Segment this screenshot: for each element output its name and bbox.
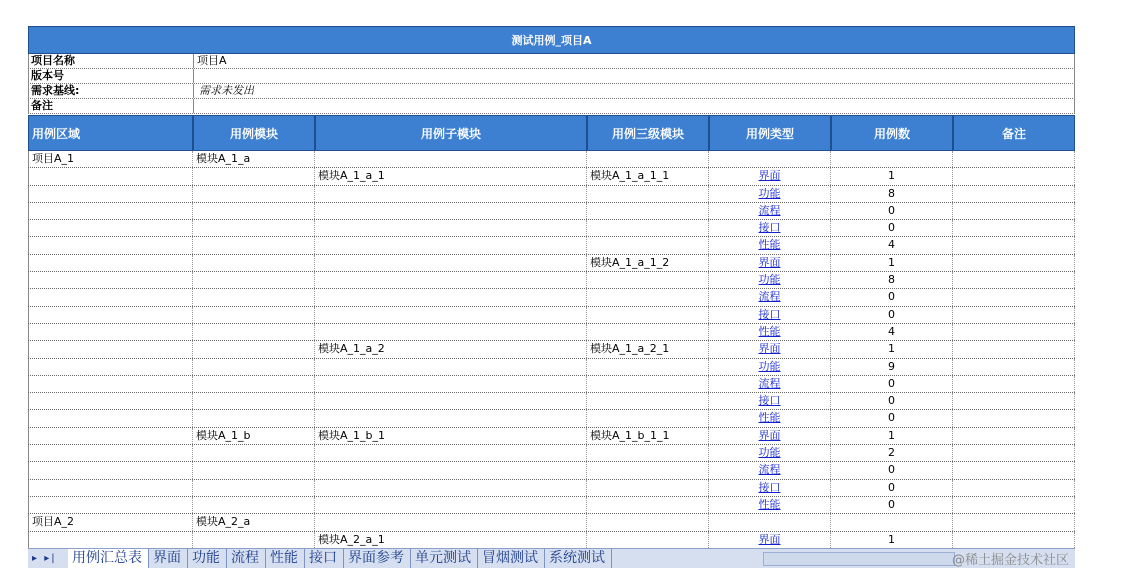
table-cell[interactable]: 4 (831, 324, 953, 340)
table-cell[interactable]: 模块A_1_b (193, 428, 315, 444)
table-cell[interactable] (315, 359, 587, 375)
table-cell[interactable] (315, 237, 587, 253)
table-cell[interactable] (315, 289, 587, 305)
table-cell[interactable] (587, 376, 709, 392)
table-cell[interactable] (953, 289, 1075, 305)
table-cell[interactable] (709, 307, 831, 323)
table-cell[interactable] (315, 480, 587, 496)
table-cell[interactable] (315, 255, 587, 271)
table-cell[interactable] (953, 341, 1075, 357)
table-cell[interactable] (587, 289, 709, 305)
table-row (28, 151, 1075, 168)
column-header[interactable]: 用例三级模块 (587, 115, 709, 151)
sheet-tabs (68, 549, 612, 568)
table-cell[interactable] (587, 220, 709, 236)
table-cell[interactable]: 0 (831, 307, 953, 323)
data-grid (28, 151, 1075, 549)
table-cell[interactable] (953, 324, 1075, 340)
table-cell[interactable] (28, 462, 193, 478)
case-type-link[interactable]: 界面 (758, 532, 781, 546)
table-cell[interactable] (953, 237, 1075, 253)
table-cell[interactable] (953, 168, 1075, 184)
table-cell[interactable]: 2 (831, 445, 953, 461)
table-row (28, 289, 1075, 306)
table-cell[interactable] (193, 410, 315, 426)
column-header[interactable]: 用例类型 (709, 115, 831, 151)
table-cell[interactable]: 模块A_1_a_1_2 (587, 255, 709, 271)
info-label: 需求基线: (29, 84, 194, 98)
table-cell[interactable] (193, 462, 315, 478)
table-cell[interactable] (709, 480, 831, 496)
table-cell[interactable] (953, 428, 1075, 444)
table-cell[interactable] (709, 203, 831, 219)
info-row (28, 54, 1075, 69)
info-value[interactable] (194, 99, 197, 113)
table-cell[interactable] (709, 462, 831, 478)
table-cell[interactable] (315, 186, 587, 202)
table-cell[interactable] (193, 168, 315, 184)
table-cell[interactable] (709, 393, 831, 409)
sheet-tab[interactable]: 界面参考 (344, 549, 411, 568)
table-cell[interactable] (315, 376, 587, 392)
table-row (28, 532, 1075, 549)
table-cell[interactable] (709, 186, 831, 202)
table-cell[interactable] (587, 410, 709, 426)
table-cell[interactable] (315, 410, 587, 426)
table-cell[interactable] (28, 410, 193, 426)
case-type-link[interactable]: 性能 (758, 238, 781, 252)
table-cell[interactable]: 9 (831, 359, 953, 375)
spreadsheet (28, 26, 1075, 549)
table-row (28, 445, 1075, 462)
table-cell[interactable] (587, 514, 709, 530)
table-cell[interactable]: 模块A_1_a_2 (315, 341, 587, 357)
table-cell[interactable] (28, 376, 193, 392)
table-cell[interactable] (953, 480, 1075, 496)
table-cell[interactable]: 模块A_1_a_1 (315, 168, 587, 184)
table-cell[interactable] (193, 220, 315, 236)
table-cell[interactable]: 1 (831, 428, 953, 444)
table-cell[interactable] (709, 151, 831, 167)
table-cell[interactable] (587, 272, 709, 288)
table-cell[interactable]: 模块A_1_a_2_1 (587, 341, 709, 357)
table-cell[interactable] (831, 514, 953, 530)
info-value[interactable] (194, 69, 197, 83)
table-cell[interactable]: 模块A_1_b_1 (315, 428, 587, 444)
table-cell[interactable] (193, 445, 315, 461)
watermark: @稀土掘金技术社区 (951, 553, 1069, 568)
table-cell[interactable] (587, 393, 709, 409)
table-row (28, 186, 1075, 203)
case-type-link[interactable]: 流程 (758, 290, 781, 304)
table-cell[interactable]: 8 (831, 272, 953, 288)
table-cell[interactable] (28, 168, 193, 184)
table-cell[interactable] (193, 307, 315, 323)
case-type-link[interactable]: 界面 (758, 342, 781, 356)
table-cell[interactable] (709, 514, 831, 530)
table-cell[interactable] (28, 341, 193, 357)
table-cell[interactable] (953, 203, 1075, 219)
table-cell[interactable] (953, 220, 1075, 236)
table-cell[interactable] (953, 255, 1075, 271)
tab-nav-arrows-icon[interactable]: ▸ ▸| (32, 553, 57, 564)
table-cell[interactable] (193, 324, 315, 340)
table-cell[interactable] (193, 186, 315, 202)
column-header[interactable]: 用例数 (831, 115, 953, 151)
sheet-tab[interactable]: 功能 (188, 549, 227, 568)
sheet-tab[interactable]: 流程 (227, 549, 266, 568)
table-row (28, 480, 1075, 497)
table-cell[interactable]: 0 (831, 376, 953, 392)
table-cell[interactable] (28, 255, 193, 271)
table-cell[interactable] (315, 393, 587, 409)
table-cell[interactable]: 1 (831, 168, 953, 184)
table-cell[interactable] (28, 186, 193, 202)
table-cell[interactable] (709, 341, 831, 357)
case-type-link[interactable]: 性能 (758, 324, 781, 338)
sheet-tab[interactable]: 单元测试 (411, 549, 478, 568)
table-row (28, 393, 1075, 410)
column-header[interactable]: 备注 (953, 115, 1075, 151)
table-cell[interactable] (193, 341, 315, 357)
table-cell[interactable] (315, 324, 587, 340)
sheet-tab-bar (28, 548, 1075, 568)
table-cell[interactable] (193, 255, 315, 271)
case-type-link[interactable]: 接口 (758, 221, 781, 235)
case-type-link[interactable]: 功能 (758, 446, 781, 460)
table-cell[interactable] (193, 497, 315, 513)
table-cell[interactable]: 0 (831, 203, 953, 219)
info-label: 版本号 (29, 69, 194, 83)
case-type-link[interactable]: 流程 (758, 203, 781, 217)
info-label: 备注 (29, 99, 194, 113)
table-cell[interactable]: 0 (831, 462, 953, 478)
table-cell[interactable]: 4 (831, 237, 953, 253)
table-cell[interactable]: 0 (831, 289, 953, 305)
table-cell[interactable] (953, 514, 1075, 530)
table-cell[interactable]: 项目A_2 (28, 514, 193, 530)
table-cell[interactable] (709, 428, 831, 444)
case-type-link[interactable]: 接口 (758, 480, 781, 494)
table-cell[interactable] (28, 532, 193, 548)
table-cell[interactable] (587, 462, 709, 478)
table-row (28, 497, 1075, 514)
table-cell[interactable] (709, 255, 831, 271)
table-cell[interactable] (953, 359, 1075, 375)
table-cell[interactable] (28, 480, 193, 496)
info-block (28, 54, 1075, 114)
table-cell[interactable] (28, 203, 193, 219)
case-type-link[interactable]: 功能 (758, 273, 781, 287)
table-cell[interactable] (709, 220, 831, 236)
table-cell[interactable] (709, 237, 831, 253)
table-cell[interactable] (315, 220, 587, 236)
table-cell[interactable] (587, 186, 709, 202)
case-type-link[interactable]: 界面 (758, 169, 781, 183)
case-type-link[interactable]: 界面 (758, 428, 781, 442)
table-cell[interactable] (587, 203, 709, 219)
table-cell[interactable] (953, 462, 1075, 478)
info-value[interactable]: 项目A (197, 54, 227, 67)
table-cell[interactable] (315, 445, 587, 461)
table-cell[interactable] (28, 272, 193, 288)
table-cell[interactable] (193, 480, 315, 496)
table-cell[interactable] (831, 151, 953, 167)
table-cell[interactable] (315, 272, 587, 288)
table-cell[interactable]: 0 (831, 497, 953, 513)
table-cell[interactable] (587, 532, 709, 548)
table-cell[interactable]: 项目A_1 (28, 151, 193, 167)
table-cell[interactable]: 模块A_2_a (193, 514, 315, 530)
table-row (28, 324, 1075, 341)
table-cell[interactable] (709, 168, 831, 184)
table-row (28, 359, 1075, 376)
info-row (28, 69, 1075, 84)
table-cell[interactable]: 1 (831, 255, 953, 271)
table-cell[interactable] (315, 514, 587, 530)
table-cell[interactable] (587, 445, 709, 461)
table-cell[interactable] (28, 428, 193, 444)
table-cell[interactable] (709, 272, 831, 288)
table-cell[interactable] (193, 237, 315, 253)
table-cell[interactable]: 8 (831, 186, 953, 202)
table-cell[interactable] (315, 203, 587, 219)
table-cell[interactable] (315, 307, 587, 323)
table-row (28, 514, 1075, 531)
table-cell[interactable] (953, 376, 1075, 392)
table-row (28, 341, 1075, 358)
table-cell[interactable]: 1 (831, 532, 953, 548)
info-value[interactable]: 需求未发出 (199, 84, 254, 97)
table-row (28, 376, 1075, 393)
table-cell[interactable] (193, 359, 315, 375)
table-cell[interactable] (587, 237, 709, 253)
case-type-link[interactable]: 功能 (758, 186, 781, 200)
horizontal-scrollbar[interactable] (763, 552, 955, 566)
table-cell[interactable]: 0 (831, 220, 953, 236)
table-row (28, 410, 1075, 427)
table-cell[interactable] (709, 532, 831, 548)
column-header[interactable]: 用例子模块 (315, 115, 587, 151)
table-cell[interactable] (587, 324, 709, 340)
info-row (28, 84, 1075, 99)
table-cell[interactable] (587, 497, 709, 513)
info-label: 项目名称 (29, 54, 194, 68)
sheet-tab[interactable]: 冒烟测试 (478, 549, 545, 568)
table-cell[interactable] (28, 237, 193, 253)
case-type-link[interactable]: 流程 (758, 376, 781, 390)
table-cell[interactable]: 模块A_1_a (193, 151, 315, 167)
table-cell[interactable] (953, 186, 1075, 202)
table-cell[interactable] (28, 359, 193, 375)
sheet-tab[interactable]: 性能 (266, 549, 305, 568)
column-header[interactable]: 用例区域 (28, 115, 193, 151)
table-cell[interactable] (709, 445, 831, 461)
table-cell[interactable] (193, 203, 315, 219)
case-type-link[interactable]: 接口 (758, 394, 781, 408)
table-cell[interactable] (587, 307, 709, 323)
column-header[interactable]: 用例模块 (193, 115, 315, 151)
table-cell[interactable] (953, 393, 1075, 409)
table-cell[interactable] (315, 151, 587, 167)
table-cell[interactable] (953, 445, 1075, 461)
table-cell[interactable] (709, 410, 831, 426)
column-headers (28, 115, 1075, 151)
table-cell[interactable] (28, 445, 193, 461)
table-row (28, 203, 1075, 220)
table-cell[interactable] (193, 289, 315, 305)
sheet-tab[interactable]: 系统测试 (545, 549, 612, 568)
table-cell[interactable] (28, 289, 193, 305)
table-cell[interactable] (709, 289, 831, 305)
table-cell[interactable] (953, 307, 1075, 323)
case-type-link[interactable]: 接口 (758, 307, 781, 321)
table-cell[interactable]: 0 (831, 410, 953, 426)
case-type-link[interactable]: 功能 (758, 359, 781, 373)
table-cell[interactable]: 模块A_1_a_1_1 (587, 168, 709, 184)
table-cell[interactable]: 0 (831, 480, 953, 496)
case-type-link[interactable]: 流程 (758, 463, 781, 477)
table-cell[interactable] (953, 151, 1075, 167)
table-cell[interactable] (953, 532, 1075, 548)
table-row (28, 255, 1075, 272)
sheet-tab[interactable]: 界面 (149, 549, 188, 568)
table-row (28, 272, 1075, 289)
table-cell[interactable] (587, 151, 709, 167)
table-cell[interactable] (709, 324, 831, 340)
table-cell[interactable] (315, 497, 587, 513)
table-cell[interactable] (28, 497, 193, 513)
table-cell[interactable] (953, 272, 1075, 288)
table-cell[interactable] (193, 272, 315, 288)
sheet-title: 测试用例_项目A (28, 26, 1075, 54)
table-cell[interactable] (28, 220, 193, 236)
table-cell[interactable] (28, 393, 193, 409)
case-type-link[interactable]: 性能 (758, 497, 781, 511)
table-cell[interactable] (709, 497, 831, 513)
sheet-tab[interactable]: 用例汇总表 (68, 549, 149, 568)
table-row (28, 307, 1075, 324)
table-cell[interactable] (28, 307, 193, 323)
table-cell[interactable] (587, 359, 709, 375)
table-cell[interactable] (587, 480, 709, 496)
table-cell[interactable] (193, 376, 315, 392)
table-cell[interactable] (28, 324, 193, 340)
table-cell[interactable] (193, 393, 315, 409)
table-cell[interactable]: 模块A_1_b_1_1 (587, 428, 709, 444)
table-cell[interactable] (709, 359, 831, 375)
table-row (28, 220, 1075, 237)
table-cell[interactable] (953, 410, 1075, 426)
info-row (28, 99, 1075, 114)
sheet-tab[interactable]: 接口 (305, 549, 344, 568)
table-cell[interactable] (193, 532, 315, 548)
case-type-link[interactable]: 性能 (758, 411, 781, 425)
table-row (28, 428, 1075, 445)
table-cell[interactable] (953, 497, 1075, 513)
table-row (28, 168, 1075, 185)
table-row (28, 462, 1075, 479)
table-cell[interactable] (315, 462, 587, 478)
table-cell[interactable]: 0 (831, 393, 953, 409)
table-cell[interactable]: 模块A_2_a_1 (315, 532, 587, 548)
table-cell[interactable]: 1 (831, 341, 953, 357)
table-cell[interactable] (709, 376, 831, 392)
table-row (28, 237, 1075, 254)
case-type-link[interactable]: 界面 (758, 255, 781, 269)
